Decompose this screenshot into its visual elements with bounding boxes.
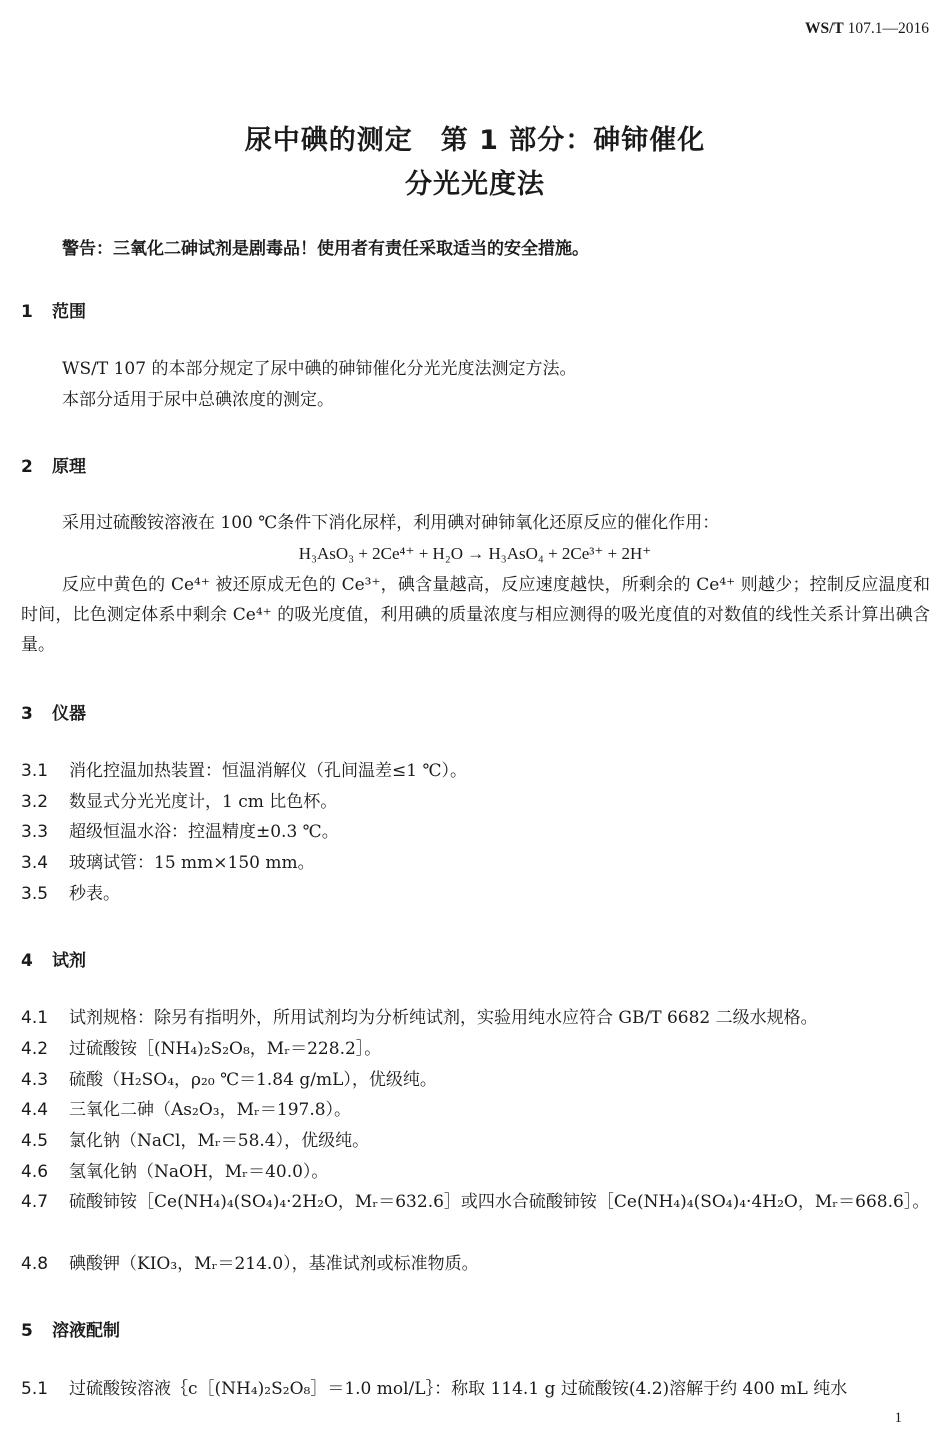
instrument-item: [21, 848, 315, 878]
item-number: 3.1: [21, 761, 49, 781]
safety-warning: 警告：三氧化二砷试剂是剧毒品！使用者有责任采取适当的安全措施。: [62, 239, 589, 259]
document-title-line2: 分光光度法: [405, 169, 545, 200]
principle-body: 反应中黄色的 Ce⁴⁺ 被还原成无色的 Ce³⁺，碘含量越高，反应速度越快，所剩余的 Ce⁴⁺ 则越少；控制反应温度和时间，比色测定体系中剩余 Ce⁴⁺ 的吸光度值，利用碘的质量浓度与相应测得的吸光度值的对数值的线性关系计算出碘含量。: [21, 575, 930, 655]
item-text: 超级恒温水浴：控温精度±0.3 ℃。: [69, 822, 339, 842]
section-title: 原理: [52, 457, 86, 477]
standard-code-prefix: WS/T: [804, 20, 844, 37]
item-number: 4.7: [21, 1192, 49, 1212]
standard-code-number: 107.1—2016: [847, 20, 929, 37]
item-number: 4.3: [21, 1070, 49, 1090]
scope-paragraph-2: 本部分适用于尿中总碘浓度的测定。: [62, 390, 334, 410]
section-title: 溶液配制: [52, 1321, 120, 1341]
item-number: 4.2: [21, 1039, 49, 1059]
item-number: 4.1: [21, 1008, 49, 1028]
instrument-item: [21, 817, 339, 847]
item-text: 碘酸钾（KIO₃，Mᵣ＝214.0），基准试剂或标准物质。: [69, 1254, 479, 1274]
item-text: 消化控温加热装置：恒温消解仪（孔间温差≤1 ℃）。: [69, 761, 467, 781]
item-text: 玻璃试管：15 mm×150 mm。: [69, 853, 315, 873]
page-number: 1: [894, 1410, 902, 1426]
instrument-item: [21, 787, 337, 817]
solution-item: [21, 1374, 847, 1404]
section-heading-principle: [21, 452, 86, 477]
section-heading-instruments: [21, 699, 86, 724]
instrument-item: [21, 756, 467, 786]
item-text: 秒表。: [69, 884, 120, 904]
item-number: 4.5: [21, 1131, 49, 1151]
item-text: 数显式分光光度计，1 cm 比色杯。: [69, 792, 338, 812]
reagent-item: [21, 1065, 437, 1095]
item-number: 4.6: [21, 1162, 49, 1182]
section-number: 5: [21, 1321, 33, 1341]
reagent-item: [21, 1034, 381, 1064]
scope-paragraph-1: WS/T 107 的本部分规定了尿中碘的砷铈催化分光光度法测定方法。: [62, 359, 577, 379]
reagent-item: [21, 1249, 479, 1279]
reagent-item: [21, 1003, 818, 1033]
instrument-item: [21, 879, 120, 909]
item-text: 三氧化二砷（As₂O₃，Mᵣ＝197.8）。: [69, 1100, 352, 1120]
item-text: 硫酸（H₂SO₄，ρ₂₀ ℃＝1.84 g/mL），优级纯。: [69, 1070, 437, 1090]
item-text: 试剂规格：除另有指明外，所用试剂均为分析纯试剂，实验用纯水应符合 GB/T 6682 二级水规格。: [69, 1008, 818, 1028]
item-text: 氯化钠（NaCl，Mᵣ＝58.4），优级纯。: [69, 1131, 370, 1151]
item-text: 过硫酸铵［(NH₄)₂S₂O₈，Mᵣ＝228.2］。: [69, 1039, 382, 1059]
section-heading-scope: [21, 297, 86, 322]
reagent-item: [21, 1095, 351, 1125]
section-number: 2: [21, 457, 33, 477]
section-number: 1: [21, 302, 33, 322]
reagent-item: [21, 1126, 369, 1156]
item-text: 过硫酸铵溶液｛c［(NH₄)₂S₂O₈］＝1.0 mol/L｝：称取 114.1 g 过硫酸铵(4.2)溶解于约 400 mL 纯水: [69, 1379, 848, 1399]
principle-intro: 采用过硫酸铵溶液在 100 ℃条件下消化尿样，利用碘对砷铈氧化还原反应的催化作用：: [62, 513, 720, 533]
item-text: 硫酸铈铵［Ce(NH₄)₄(SO₄)₄·2H₂O，Mᵣ＝632.6］或四水合硫酸铈铵［Ce(NH₄)₄(SO₄)₄·4H₂O，Mᵣ＝668.6］。: [69, 1192, 930, 1212]
section-heading-reagents: [21, 946, 86, 971]
reagent-item: [21, 1157, 328, 1187]
section-heading-solutions: [21, 1316, 120, 1341]
section-number: 4: [21, 951, 33, 971]
item-number: 4.8: [21, 1254, 49, 1274]
section-title: 仪器: [52, 704, 86, 724]
section-title: 试剂: [52, 951, 86, 971]
reagent-item: [21, 1187, 930, 1217]
item-number: 3.5: [21, 884, 49, 904]
item-number: 3.2: [21, 792, 49, 812]
section-number: 3: [21, 704, 33, 724]
reaction-equation: H₃AsO₃ + 2Ce⁴⁺ + H₂O → H₃AsO₄ + 2Ce³⁺ + 2H⁺: [298, 544, 652, 563]
standard-code: [805, 20, 929, 38]
item-number: 4.4: [21, 1100, 49, 1120]
section-title: 范围: [52, 302, 86, 322]
item-number: 3.3: [21, 822, 49, 842]
item-text: 氢氧化钠（NaOH，Mᵣ＝40.0）。: [69, 1162, 329, 1182]
document-title-line1: 尿中碘的测定 第 1 部分：砷铈催化: [244, 125, 706, 156]
item-number: 5.1: [21, 1379, 49, 1399]
item-number: 3.4: [21, 853, 49, 873]
